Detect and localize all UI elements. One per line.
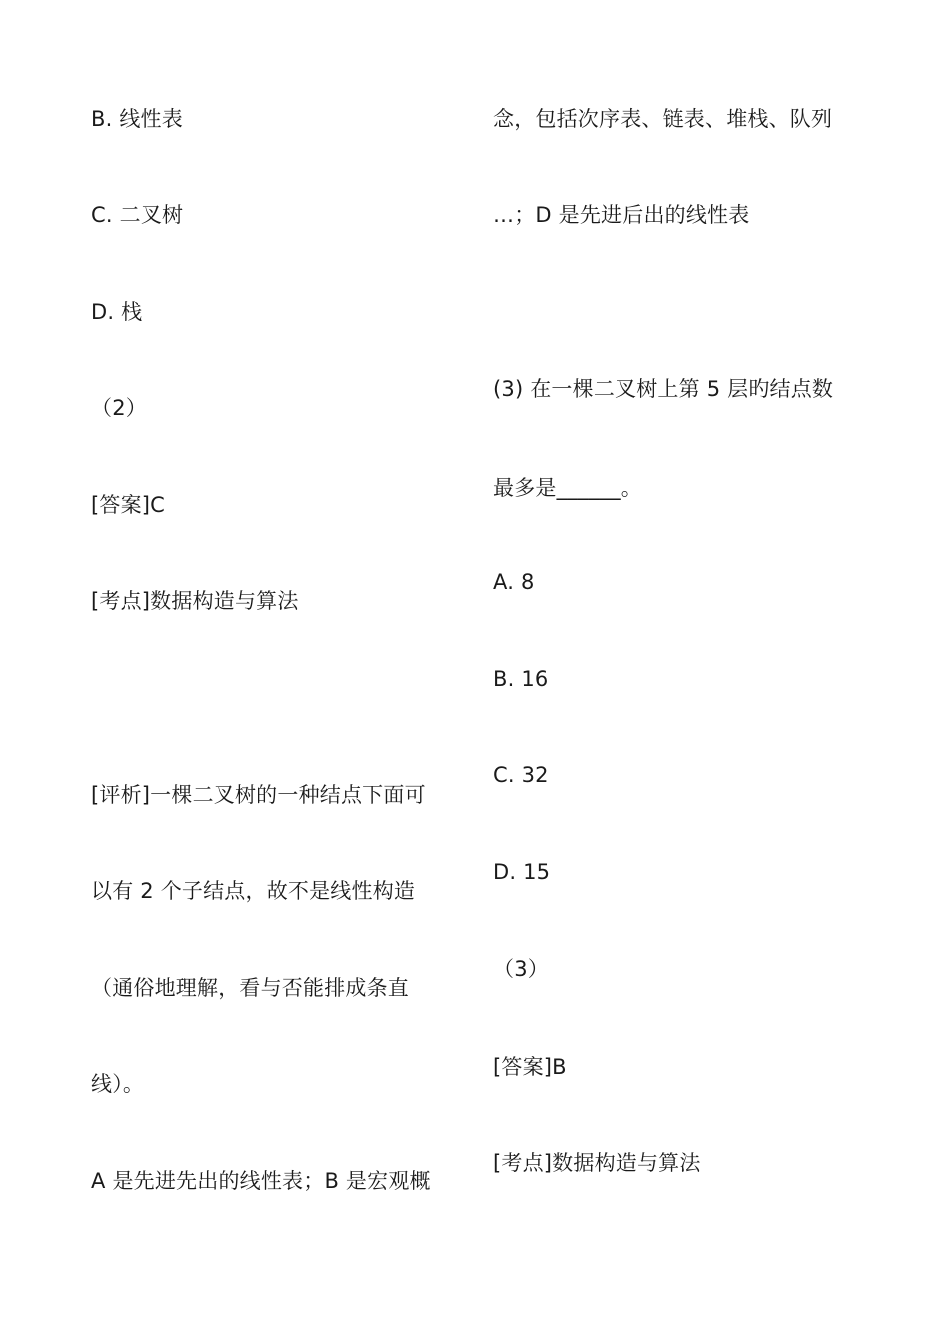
topic-2: [考点]数据构造与算法: [91, 589, 299, 613]
analysis-line-4: 线）。: [91, 1072, 145, 1096]
answer-3: [答案]B: [493, 1055, 567, 1079]
analysis-line-6: 念，包括次序表、链表、堆栈、队列: [493, 107, 833, 131]
question-3-line-2: 最多是______。: [493, 476, 642, 500]
analysis-line-1: [评析]一棵二叉树的一种结点下面可: [91, 783, 426, 807]
question-3-marker: （3）: [493, 957, 549, 981]
analysis-line-3: （通俗地理解，看与否能排成条直: [91, 976, 409, 1000]
analysis-line-7: …；D 是先进后出的线性表: [493, 203, 750, 227]
option-d-stack: D. 栈: [91, 300, 143, 324]
question-3-line-1: (3) 在一棵二叉树上第 5 层旳结点数: [493, 377, 834, 401]
option-d-15: D. 15: [493, 860, 551, 884]
option-c-binary-tree: C. 二叉树: [91, 203, 184, 227]
answer-2: [答案]C: [91, 493, 166, 517]
option-b-linear-list: B. 线性表: [91, 107, 183, 131]
question-2-marker: （2）: [91, 396, 147, 420]
option-b-16: B. 16: [493, 667, 549, 691]
topic-3: [考点]数据构造与算法: [493, 1151, 701, 1175]
option-c-32: C. 32: [493, 763, 549, 787]
analysis-line-2: 以有 2 个子结点，故不是线性构造: [91, 879, 416, 903]
option-a-8: A. 8: [493, 570, 535, 594]
analysis-line-5: A 是先进先出的线性表；B 是宏观概: [91, 1169, 431, 1193]
